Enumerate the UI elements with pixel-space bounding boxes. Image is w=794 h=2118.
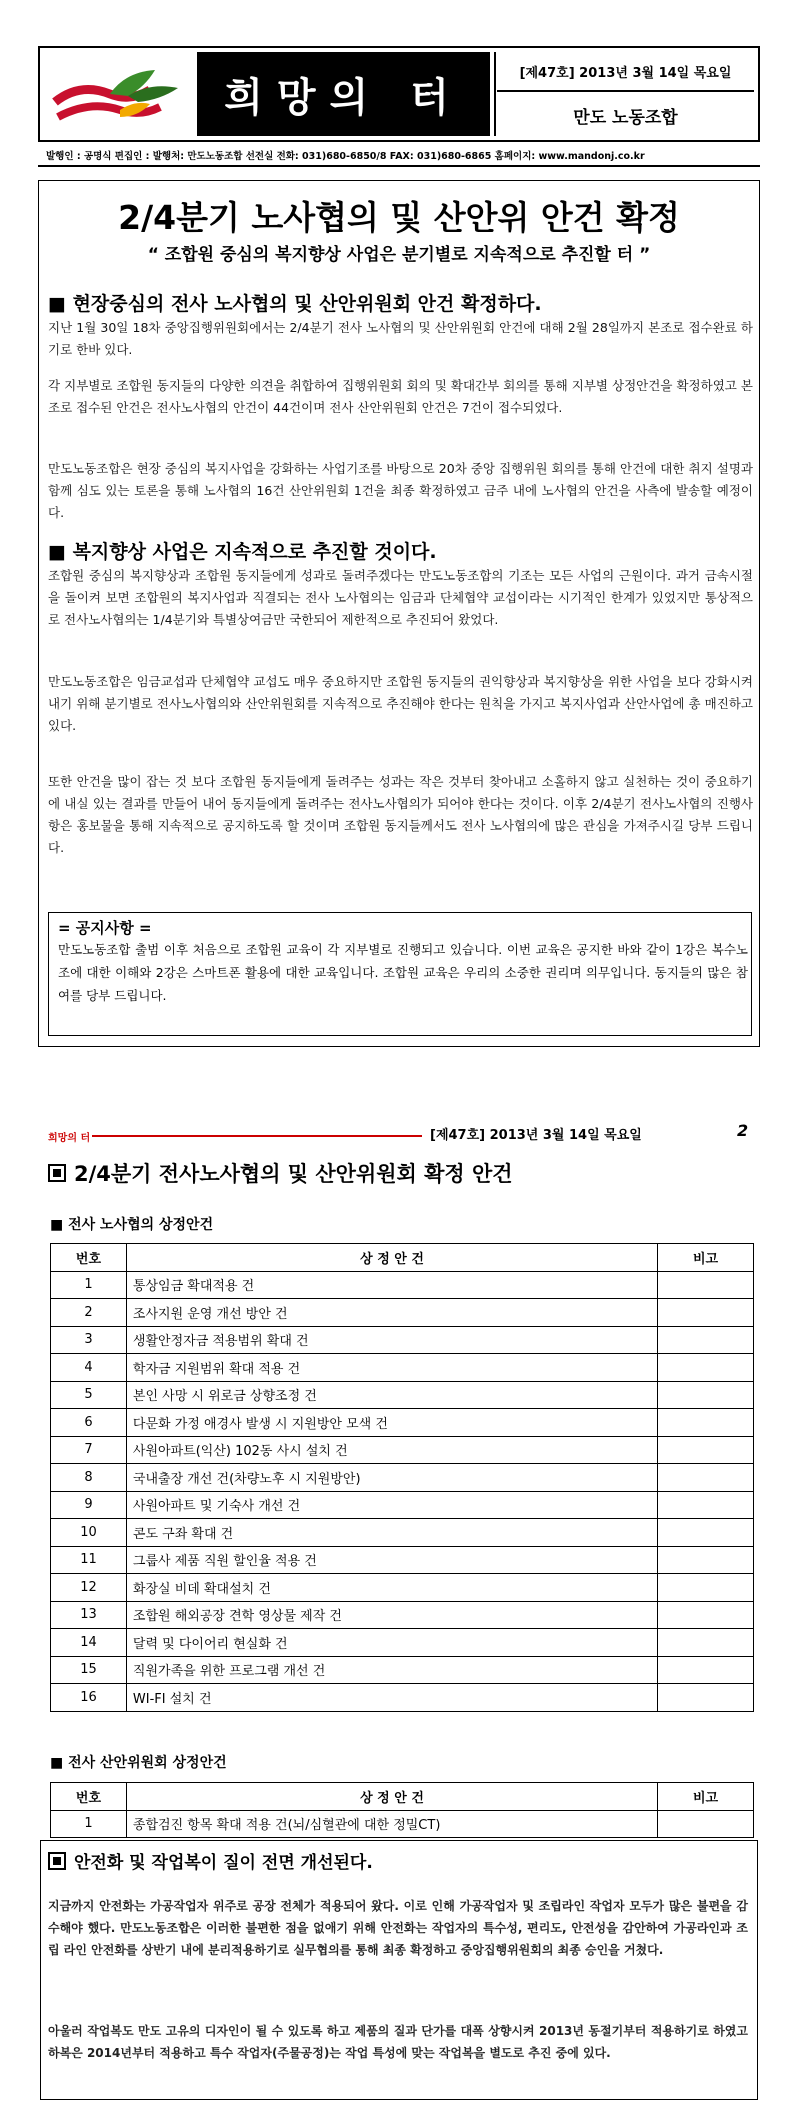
row-agenda-item: 조사지원 운영 개선 방안 건 bbox=[126, 1299, 657, 1327]
section2-paragraph: 또한 안건을 많이 잡는 것 보다 조합원 동지들에게 돌려주는 성과는 작은 것부터 찾아내고 소홀하지 않고 실천하는 것이 중요하기에 내실 있는 결과를 만들어 내어 동지들에게 돌려주는 전사노사협의가 되어야 한다는 것이다. 이후 2/4분기 전사노사협의 진행사항은 홍보물을 통해 지속적으로 공지하도록 할 것이며 조합원 동지들께서도 전사 노사협의에 많은 관심을 가져주시길 당부 드립니다. bbox=[48, 774, 753, 855]
row-note bbox=[658, 1326, 754, 1354]
table-row bbox=[51, 1656, 754, 1684]
row-note bbox=[658, 1409, 754, 1437]
row-number: 15 bbox=[51, 1656, 127, 1684]
col-header-note: 비고 bbox=[658, 1783, 754, 1811]
table-row bbox=[51, 1491, 754, 1519]
row-agenda-item: 통상임금 확대적용 건 bbox=[126, 1271, 657, 1299]
page-number: 2 bbox=[737, 1121, 749, 1140]
row-number: 1 bbox=[51, 1810, 127, 1838]
row-number: 7 bbox=[51, 1436, 127, 1464]
row-number: 1 bbox=[51, 1271, 127, 1299]
table-row bbox=[51, 1519, 754, 1547]
col-header-item: 상 정 안 건 bbox=[126, 1244, 657, 1272]
boxed-square-icon bbox=[48, 1852, 66, 1870]
table2-heading: ■ 전사 산안위원회 상정안건 bbox=[50, 1755, 227, 1771]
row-agenda-item: 본인 사망 시 위로금 상향조정 건 bbox=[126, 1381, 657, 1409]
table-row bbox=[51, 1409, 754, 1437]
col-header-note: 비고 bbox=[658, 1244, 754, 1272]
publisher-line bbox=[38, 145, 760, 167]
row-agenda-item: 사원아파트(익산) 102동 사시 설치 건 bbox=[126, 1436, 657, 1464]
row-number: 14 bbox=[51, 1629, 127, 1657]
row-agenda-item: 달력 및 다이어리 현실화 건 bbox=[126, 1629, 657, 1657]
row-agenda-item: 생활안정자금 적용범위 확대 건 bbox=[126, 1326, 657, 1354]
row-number: 2 bbox=[51, 1299, 127, 1327]
row-agenda-item: 학자금 지원범위 확대 적용 건 bbox=[126, 1354, 657, 1382]
row-note bbox=[658, 1574, 754, 1602]
table-row bbox=[51, 1354, 754, 1382]
row-note bbox=[658, 1656, 754, 1684]
page2-issue: [제47호] 2013년 3월 14일 목요일 bbox=[430, 1128, 642, 1143]
section1-paragraph: 만도노동조합은 현장 중심의 복지사업을 강화하는 사업기조를 바탕으로 20차 중앙 집행위원 회의를 통해 안건에 대한 취지 설명과 함께 심도 있는 토론을 통해 노사협의 16건 산안위원회 1건을 최종 확정하였고 금주 내에 노사협의 안건을 사측에 발송할 예정이다. bbox=[48, 461, 753, 520]
table-header-row bbox=[51, 1783, 754, 1811]
boxed-square-icon bbox=[48, 1164, 66, 1182]
section2-heading: ■ 복지향상 사업은 지속적으로 추진할 것이다. bbox=[48, 541, 437, 563]
safety-paragraph: 지금까지 안전화는 가공작업자 위주로 공장 전체가 적용되어 왔다. 이로 인해 가공작업자 및 조립라인 작업자 모두가 많은 불편을 감수해야 했다. 만도노동조합은 이러한 불편한 점을 없애기 위해 안전화는 작업자의 특수성, 편리도, 안전성을 감안하여 가공라인과 조립 라인 안전화를 상반기 내에 분리적용하기로 실무협의를 통해 최종 확정하고 중앙집행위원회의 최종 승인을 거쳤다. bbox=[48, 1899, 748, 1957]
masthead-divider bbox=[494, 52, 496, 136]
row-note bbox=[658, 1601, 754, 1629]
row-agenda-item: 그룹사 제품 직원 할인율 적용 건 bbox=[126, 1546, 657, 1574]
issue-info: [제47호] 2013년 3월 14일 목요일 bbox=[497, 52, 754, 92]
page2-header-rule bbox=[92, 1135, 422, 1137]
publisher-text: 발행인 : 공명식 편집인 : 발행처: 만도노동조합 선전실 전화: 031)680-6850/8 FAX: 031)680-6865 홈페이지: www.mandonj.co.kr bbox=[46, 151, 645, 162]
table-row bbox=[51, 1381, 754, 1409]
table-row bbox=[51, 1601, 754, 1629]
row-number: 8 bbox=[51, 1464, 127, 1492]
table-row bbox=[51, 1546, 754, 1574]
table-row bbox=[51, 1299, 754, 1327]
article-subtitle: “ 조합원 중심의 복지향상 사업은 분기별로 지속적으로 추진할 터 ” bbox=[147, 245, 651, 265]
union-logo-icon bbox=[50, 62, 190, 132]
labor-agenda-table bbox=[50, 1243, 754, 1712]
table-row bbox=[51, 1326, 754, 1354]
row-note bbox=[658, 1299, 754, 1327]
row-number: 12 bbox=[51, 1574, 127, 1602]
row-agenda-item: 콘도 구좌 확대 건 bbox=[126, 1519, 657, 1547]
table-row bbox=[51, 1629, 754, 1657]
table-row bbox=[51, 1810, 754, 1838]
table-row bbox=[51, 1684, 754, 1712]
section2-paragraph: 만도노동조합은 임금교섭과 단체협약 교섭도 매우 중요하지만 조합원 동지들의 권익향상과 복지향상을 위한 사업을 보다 강화시켜 내기 위해 분기별로 전사노사협의와 산안위원회를 지속적으로 추진해야 한다는 원칙을 가지고 복지사업과 산안사업에 총 매진하고 있다. bbox=[48, 674, 753, 733]
page2-brand: 희망의 터 bbox=[48, 1133, 91, 1144]
section1-heading: ■ 현장중심의 전사 노사협의 및 산안위원회 안건 확정하다. bbox=[48, 293, 542, 315]
table-header-row bbox=[51, 1244, 754, 1272]
row-number: 10 bbox=[51, 1519, 127, 1547]
row-agenda-item: 사원아파트 및 기숙사 개선 건 bbox=[126, 1491, 657, 1519]
row-number: 16 bbox=[51, 1684, 127, 1712]
notice-title: = 공지사항 = bbox=[58, 919, 152, 937]
section1-paragraph: 지난 1월 30일 18차 중앙집행위원회에서는 2/4분기 전사 노사협의 및 산안위원회 안건에 대해 2월 28일까지 본조로 접수완료 하기로 한바 있다. bbox=[48, 320, 753, 357]
table-row bbox=[51, 1574, 754, 1602]
row-agenda-item: 화장실 비데 확대설치 건 bbox=[126, 1574, 657, 1602]
row-number: 13 bbox=[51, 1601, 127, 1629]
article-title: 2/4분기 노사협의 및 산안위 안건 확정 bbox=[118, 198, 680, 237]
row-note bbox=[658, 1436, 754, 1464]
col-header-item: 상 정 안 건 bbox=[126, 1783, 657, 1811]
safety-title bbox=[48, 1848, 373, 1873]
section2-paragraph: 조합원 중심의 복지향상과 조합원 동지들에게 성과로 돌려주겠다는 만도노동조합의 기조는 모든 사업의 근원이다. 과거 금속시절을 돌이켜 보면 조합원의 복지사업과 직결되는 전사 노사협의는 임금과 단체협약 교섭이라는 시기적인 한계가 있었지만 통상적으로 전사노사협의는 1/4분기와 특별상여금만 국한되어 제한적으로 추진되어 왔었다. bbox=[48, 568, 753, 627]
row-note bbox=[658, 1546, 754, 1574]
row-number: 5 bbox=[51, 1381, 127, 1409]
page2-title bbox=[48, 1158, 513, 1188]
table-row bbox=[51, 1271, 754, 1299]
row-number: 6 bbox=[51, 1409, 127, 1437]
table1-heading: ■ 전사 노사협의 상정안건 bbox=[50, 1217, 214, 1233]
row-agenda-item: 조합원 해외공장 견학 영상물 제작 건 bbox=[126, 1601, 657, 1629]
row-agenda-item: 직원가족을 위한 프로그램 개선 건 bbox=[126, 1656, 657, 1684]
row-agenda-item: 다문화 가정 애경사 발생 시 지원방안 모색 건 bbox=[126, 1409, 657, 1437]
row-note bbox=[658, 1354, 754, 1382]
union-name: 만도 노동조합 bbox=[573, 107, 678, 128]
row-note bbox=[658, 1684, 754, 1712]
row-number: 11 bbox=[51, 1546, 127, 1574]
table-row bbox=[51, 1464, 754, 1492]
row-number: 4 bbox=[51, 1354, 127, 1382]
notice-text: 만도노동조합 출범 이후 처음으로 조합원 교육이 각 지부별로 진행되고 있습니다. 이번 교육은 공지한 바와 같이 1강은 복수노조에 대한 이해와 2강은 스마트폰 활용에 대한 교육입니다. 조합원 교육은 우리의 소중한 권리며 의무입니다. 동지들의 많은 참여를 당부 드립니다. bbox=[58, 942, 748, 1003]
safety-paragraph: 아울러 작업복도 만도 고유의 디자인이 될 수 있도록 하고 제품의 질과 단가를 대폭 상향시켜 2013년 동절기부터 적용하기로 하였고 하복은 2014년부터 적용하고 특수 작업자(주물공정)는 작업 특성에 맞는 작업복을 별도로 추진 중에 있다. bbox=[48, 2024, 748, 2060]
row-note bbox=[658, 1491, 754, 1519]
col-header-no: 번호 bbox=[51, 1244, 127, 1272]
row-note bbox=[658, 1464, 754, 1492]
row-note bbox=[658, 1810, 754, 1838]
row-agenda-item: 종합검진 항목 확대 적용 건(뇌/심혈관에 대한 정밀CT) bbox=[126, 1810, 657, 1838]
row-number: 3 bbox=[51, 1326, 127, 1354]
col-header-no: 번호 bbox=[51, 1783, 127, 1811]
safety-agenda-table bbox=[50, 1782, 754, 1838]
row-agenda-item: 국내출장 개선 건(차량노후 시 지원방안) bbox=[126, 1464, 657, 1492]
section1-paragraph: 각 지부별로 조합원 동지들의 다양한 의견을 취합하여 집행위원회 회의 및 확대간부 회의를 통해 지부별 상정안건을 확정하였고 본조로 접수된 안건은 전사노사협의 안건이 44건이며 전사 산안위원회 안건은 7건이 접수되었다. bbox=[48, 378, 753, 415]
row-note bbox=[658, 1381, 754, 1409]
page2-title-text: 2/4분기 전사노사협의 및 산안위원회 확정 안건 bbox=[74, 1162, 513, 1186]
row-note bbox=[658, 1629, 754, 1657]
table-row bbox=[51, 1436, 754, 1464]
row-agenda-item: WI-FI 설치 건 bbox=[126, 1684, 657, 1712]
newsletter-title: 희망의 터 bbox=[197, 52, 490, 136]
row-note bbox=[658, 1519, 754, 1547]
row-number: 9 bbox=[51, 1491, 127, 1519]
safety-title-text: 안전화 및 작업복이 질이 전면 개선된다. bbox=[74, 1853, 373, 1873]
row-note bbox=[658, 1271, 754, 1299]
